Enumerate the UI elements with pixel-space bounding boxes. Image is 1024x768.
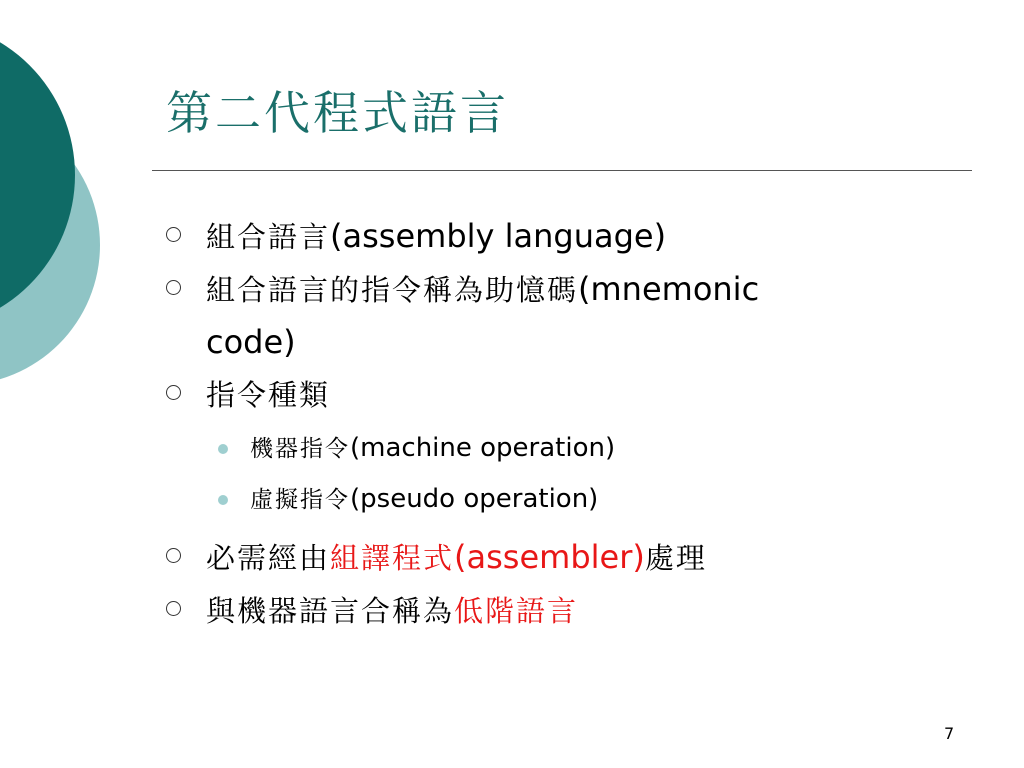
sub-bullet-machine-operation (166, 423, 966, 474)
title-divider (152, 170, 972, 171)
bullet-text-latin: (mnemonic (578, 270, 760, 308)
bullet-text-latin: (assembly language) (330, 217, 667, 255)
bullet-text-suffix: 處理 (644, 541, 707, 575)
bullet-assembler (166, 531, 966, 584)
bullet-text-cjk: 組合語言 (206, 220, 331, 254)
bullet-low-level-language (166, 584, 966, 637)
slide-title: 第二代程式語言 (166, 86, 509, 140)
hollow-circle-bullet-icon (166, 227, 181, 242)
hollow-circle-bullet-icon (166, 385, 181, 400)
sub-bullet-text-latin: (machine operation) (350, 433, 616, 463)
bullet-text-cjk: 組合語言的指令稱為助憶碼 (206, 273, 579, 307)
hollow-circle-bullet-icon (166, 548, 181, 563)
highlight-text: 低階語言 (454, 594, 579, 628)
bullet-instruction-types (166, 368, 966, 421)
filled-dot-bullet-icon (218, 444, 228, 454)
slide-content (166, 210, 966, 637)
filled-dot-bullet-icon (218, 495, 228, 505)
sub-bullet-pseudo-operation (166, 474, 966, 525)
bullet-text-prefix: 必需經由 (206, 541, 331, 575)
hollow-circle-bullet-icon (166, 280, 181, 295)
bullet-text-latin-continued: code) (206, 323, 296, 361)
page-number: 7 (944, 724, 955, 743)
sub-bullet-text-latin: (pseudo operation) (350, 484, 599, 514)
sub-bullet-text-cjk: 機器指令 (250, 436, 350, 462)
bullet-assembly-language (166, 210, 966, 263)
sub-bullet-list (166, 423, 966, 525)
bullet-text: 指令種類 (206, 378, 331, 412)
sub-bullet-text-cjk: 虛擬指令 (250, 487, 350, 513)
bullet-mnemonic-code (166, 263, 966, 368)
hollow-circle-bullet-icon (166, 601, 181, 616)
bullet-text-prefix: 與機器語言合稱為 (206, 594, 455, 628)
highlight-text-latin: (assembler) (454, 538, 645, 576)
highlight-text-cjk: 組譯程式 (330, 541, 455, 575)
